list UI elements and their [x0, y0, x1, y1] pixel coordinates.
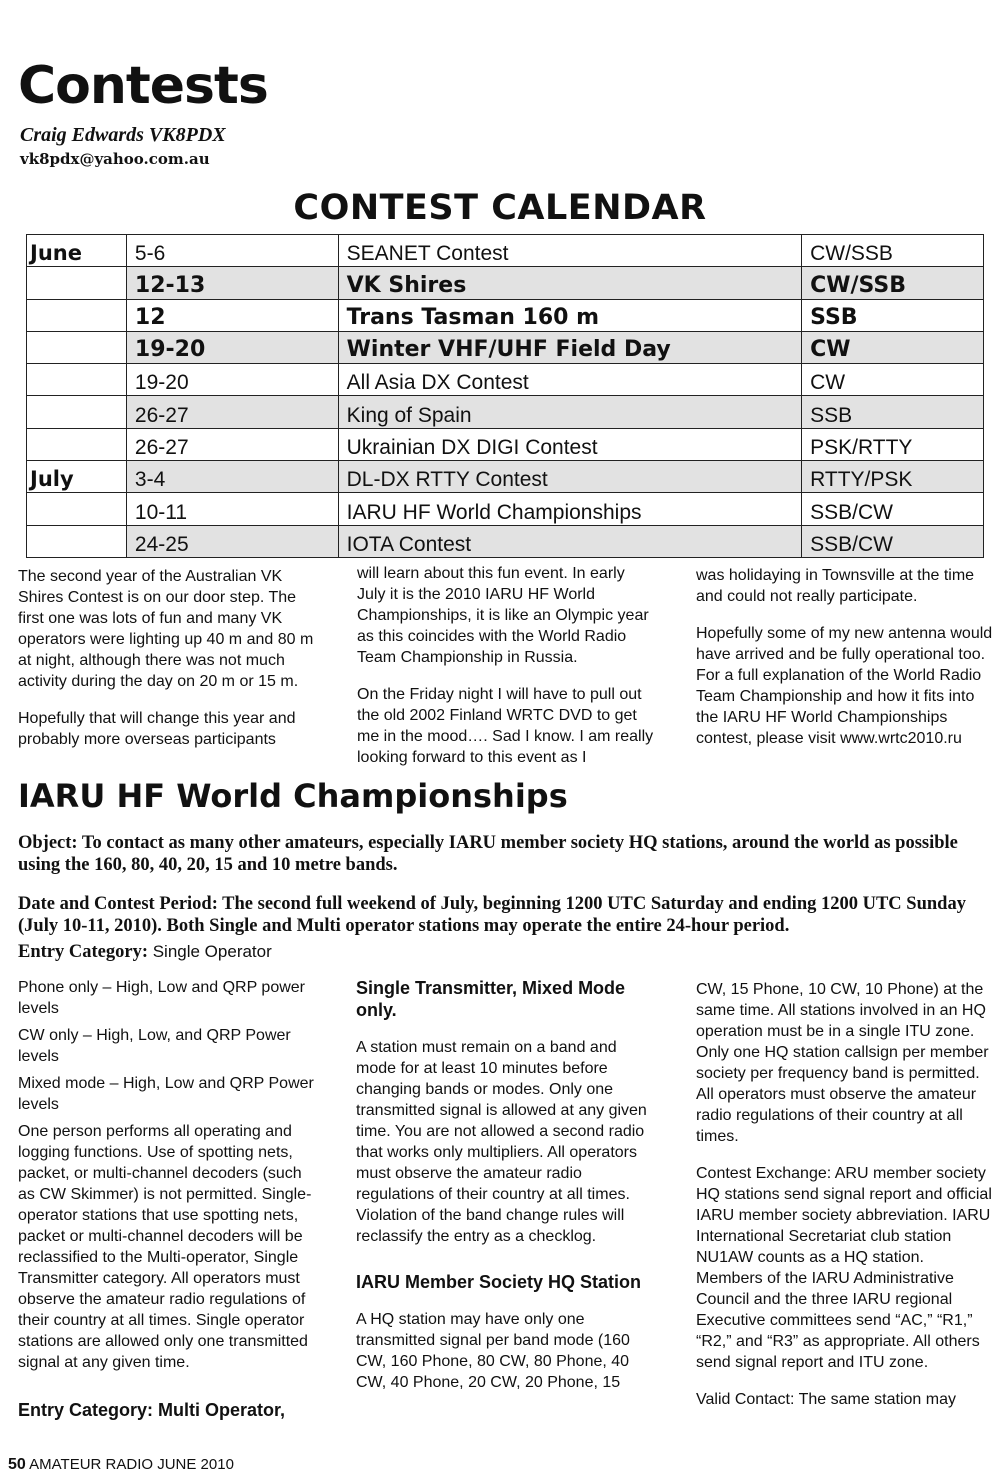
- intro-column-3: [696, 565, 996, 765]
- month-cell: [27, 428, 127, 460]
- mode-cell: SSB: [802, 396, 984, 428]
- mode-cell: CW: [802, 364, 984, 396]
- month-cell: [27, 396, 127, 428]
- author-byline: Craig Edwards VK8PDX: [20, 124, 226, 146]
- publication-name: AMATEUR RADIO JUNE 2010: [29, 1456, 234, 1473]
- contest-name-cell: All Asia DX Contest: [338, 364, 801, 396]
- mode-cell: RTTY/PSK: [802, 461, 984, 493]
- month-cell: [27, 331, 127, 363]
- month-cell: [27, 364, 127, 396]
- dates-cell: 12: [126, 299, 338, 331]
- contest-name-cell: SEANET Contest: [338, 235, 801, 267]
- mode-cell: PSK/RTTY: [802, 428, 984, 460]
- table-row: [27, 396, 984, 428]
- table-row: [27, 364, 984, 396]
- entry-category-value: Single Operator: [147, 942, 272, 961]
- dates-cell: 26-27: [126, 428, 338, 460]
- calendar-title: CONTEST CALENDAR: [293, 188, 707, 228]
- intro-paragraph: will learn about this fun event. In early July it is the 2010 IARU HF World Championships, it is like an Olympic year as this coincides with the World Radio Team Championship in Russia.: [357, 565, 649, 666]
- subsection-heading: Single Transmitter, Mixed Mode only.: [356, 978, 626, 1020]
- iaru-column-1: [18, 977, 320, 1437]
- dates-cell: 5-6: [126, 235, 338, 267]
- page-number: 50: [8, 1456, 26, 1473]
- category-item: Mixed mode – High, Low and QRP Power levels: [18, 1075, 314, 1113]
- object-paragraph: Object: To contact as many other amateurs, especially IARU member society HQ stations, around the world as possible using the 160, 80, 40, 20, 15 and 10 metre bands.: [18, 833, 958, 875]
- intro-paragraph: Hopefully some of my new antenna would have arrived and be fully operational too. For a full explanation of the World Radio Team Championship and how it fits into the IARU HF World Championships contest, please visit www.wrtc2010.ru: [696, 625, 993, 747]
- table-row: [27, 428, 984, 460]
- mode-cell: SSB: [802, 299, 984, 331]
- page-footer: [8, 1456, 234, 1474]
- mode-cell: CW/SSB: [802, 235, 984, 267]
- intro-column-1: [18, 566, 318, 766]
- date-period-paragraph: Date and Contest Period: The second full weekend of July, beginning 1200 UTC Saturday and ending 1200 UTC Sunday (July 10-11, 2010). Both Single and Multi operator stations may operate the entire 24-hour period.: [18, 894, 966, 936]
- author-email: vk8pdx@yahoo.com.au: [20, 150, 210, 168]
- month-cell: [27, 299, 127, 331]
- dates-cell: 12-13: [126, 267, 338, 299]
- dates-cell: 10-11: [126, 493, 338, 525]
- intro-column-2: [357, 563, 657, 784]
- mode-cell: SSB/CW: [802, 525, 984, 557]
- iaru-column-3: [696, 979, 992, 1426]
- intro-paragraph: was holidaying in Townsville at the time and could not really participate.: [696, 567, 975, 605]
- contest-name-cell: IARU HF World Championships: [338, 493, 801, 525]
- section-heading: IARU HF World Championships: [18, 777, 568, 815]
- rules-paragraph: Contest Exchange: ARU member society HQ stations send signal report and official IARU member society abbreviation. IARU International Secretariat club station NU1AW counts as a HQ station. Members of the IARU Administrative Council and the three IARU regional Executive committees send “AC,” “R1,” “R2,” and “R3” as appropriate. All others send signal report and ITU zone.: [696, 1165, 992, 1371]
- subsection-heading: IARU Member Society HQ Station: [356, 1272, 642, 1292]
- dates-cell: 19-20: [126, 364, 338, 396]
- mode-cell: CW/SSB: [802, 267, 984, 299]
- table-row: [27, 235, 984, 267]
- table-row: [27, 525, 984, 557]
- category-item: CW only – High, Low, and QRP Power levels: [18, 1027, 291, 1065]
- entry-category-line: [18, 941, 988, 963]
- contest-name-cell: Winter VHF/UHF Field Day: [338, 331, 801, 363]
- contest-name-cell: VK Shires: [338, 267, 801, 299]
- contest-name-cell: DL-DX RTTY Contest: [338, 461, 801, 493]
- intro-paragraph: On the Friday night I will have to pull out the old 2002 Finland WRTC DVD to get me in the mood…. Sad I know. I am really looking forward to this event as I: [357, 686, 654, 766]
- contest-name-cell: IOTA Contest: [338, 525, 801, 557]
- contest-calendar-table: [26, 234, 984, 558]
- table-row: [27, 331, 984, 363]
- intro-paragraph: Hopefully that will change this year and probably more overseas participants: [18, 710, 296, 748]
- month-cell: June: [27, 235, 127, 267]
- rules-paragraph: A HQ station may have only one transmitted signal per band mode (160 CW, 160 Phone, 80 CW, 80 Phone, 40 CW, 40 Phone, 20 CW, 20 Phone, 15: [356, 1311, 630, 1391]
- table-row: [27, 267, 984, 299]
- rules-paragraph: A station must remain on a band and mode for at least 10 minutes before changing bands or modes. Only one transmitted signal is allowed at any given time. You are not allowed a second radio that works only multipliers. All operators must observe the amateur radio regulations of their country at all times. Violation of the band change rules will reclassify the entry as a checklog.: [356, 1039, 647, 1245]
- dates-cell: 24-25: [126, 525, 338, 557]
- table-row: [27, 299, 984, 331]
- dates-cell: 26-27: [126, 396, 338, 428]
- dates-cell: 3-4: [126, 461, 338, 493]
- category-item: Phone only – High, Low and QRP power levels: [18, 979, 305, 1017]
- month-cell: [27, 267, 127, 299]
- contest-name-cell: Ukrainian DX DIGI Contest: [338, 428, 801, 460]
- month-cell: [27, 525, 127, 557]
- month-cell: [27, 493, 127, 525]
- dates-cell: 19-20: [126, 331, 338, 363]
- contest-name-cell: King of Spain: [338, 396, 801, 428]
- rules-paragraph: Valid Contact: The same station may: [696, 1391, 956, 1408]
- mode-cell: SSB/CW: [802, 493, 984, 525]
- table-row: [27, 461, 984, 493]
- page-title: Contests: [18, 56, 268, 116]
- subsection-heading: Entry Category: Multi Operator,: [18, 1400, 286, 1420]
- month-cell: July: [27, 461, 127, 493]
- rules-paragraph: CW, 15 Phone, 10 CW, 10 Phone) at the same time. All stations involved in an HQ operation must be in a single ITU zone. Only one HQ station callsign per member society per frequency band is permitted. All operators must observe the amateur radio regulations of their country at all times.: [696, 981, 989, 1145]
- table-row: [27, 493, 984, 525]
- contest-name-cell: Trans Tasman 160 m: [338, 299, 801, 331]
- mode-cell: CW: [802, 331, 984, 363]
- rules-paragraph: One person performs all operating and logging functions. Use of spotting nets, packet, or multi-channel decoders (such as CW Skimmer) is not permitted. Single-operator stations that use spotting nets, packet or multi-channel decoders will be reclassified to the Multi-operator, Single Transmitter category. All operators must observe the amateur radio regulations of their country at all times. Single operator stations are allowed only one transmitted signal at any given time.: [18, 1123, 312, 1371]
- intro-paragraph: The second year of the Australian VK Shires Contest is on our door step. The first one was lots of fun and many VK operators were lighting up 40 m and 80 m at night, although there was not much activity during the day on 20 m or 15 m.: [18, 568, 314, 690]
- iaru-column-2: [356, 977, 656, 1409]
- entry-category-label: Entry Category:: [18, 942, 148, 962]
